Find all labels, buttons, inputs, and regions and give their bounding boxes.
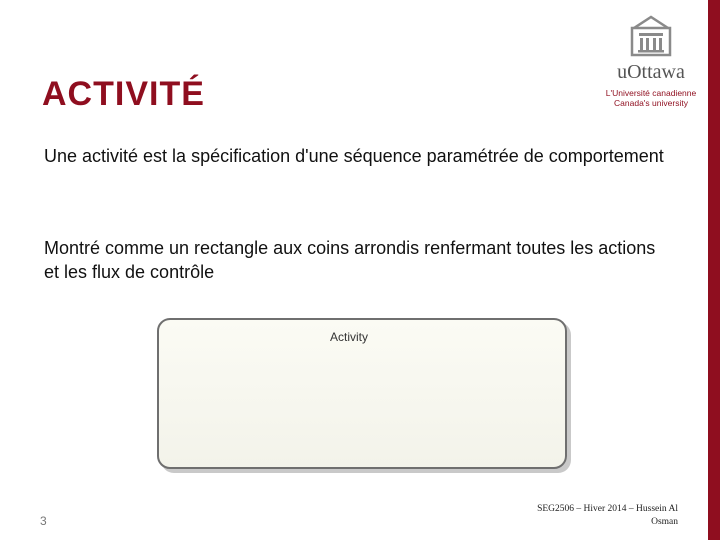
page-number: 3	[40, 514, 47, 528]
paragraph-definition: Une activité est la spécification d'une séquence paramétrée de comportement	[44, 146, 664, 166]
accent-bar	[708, 0, 720, 540]
paragraph-notation: Montré comme un rectangle aux coins arrondis renfermant toutes les actions et les flux de contrôle	[44, 238, 656, 282]
building-icon	[624, 14, 678, 58]
uottawa-logo	[604, 14, 698, 110]
slide-title: ACTIVITÉ	[42, 75, 205, 113]
logo-tagline-fr: L'Université canadienne	[605, 88, 697, 98]
activity-label: Activity	[329, 330, 368, 344]
activity-diagram	[157, 318, 567, 469]
logo-tagline-en: Canada's university	[614, 98, 688, 108]
logo-wordmark: uOttawa	[617, 61, 685, 83]
footer-credit: SEG2506 – Hiver 2014 – Hussein Al Osman	[537, 504, 678, 527]
